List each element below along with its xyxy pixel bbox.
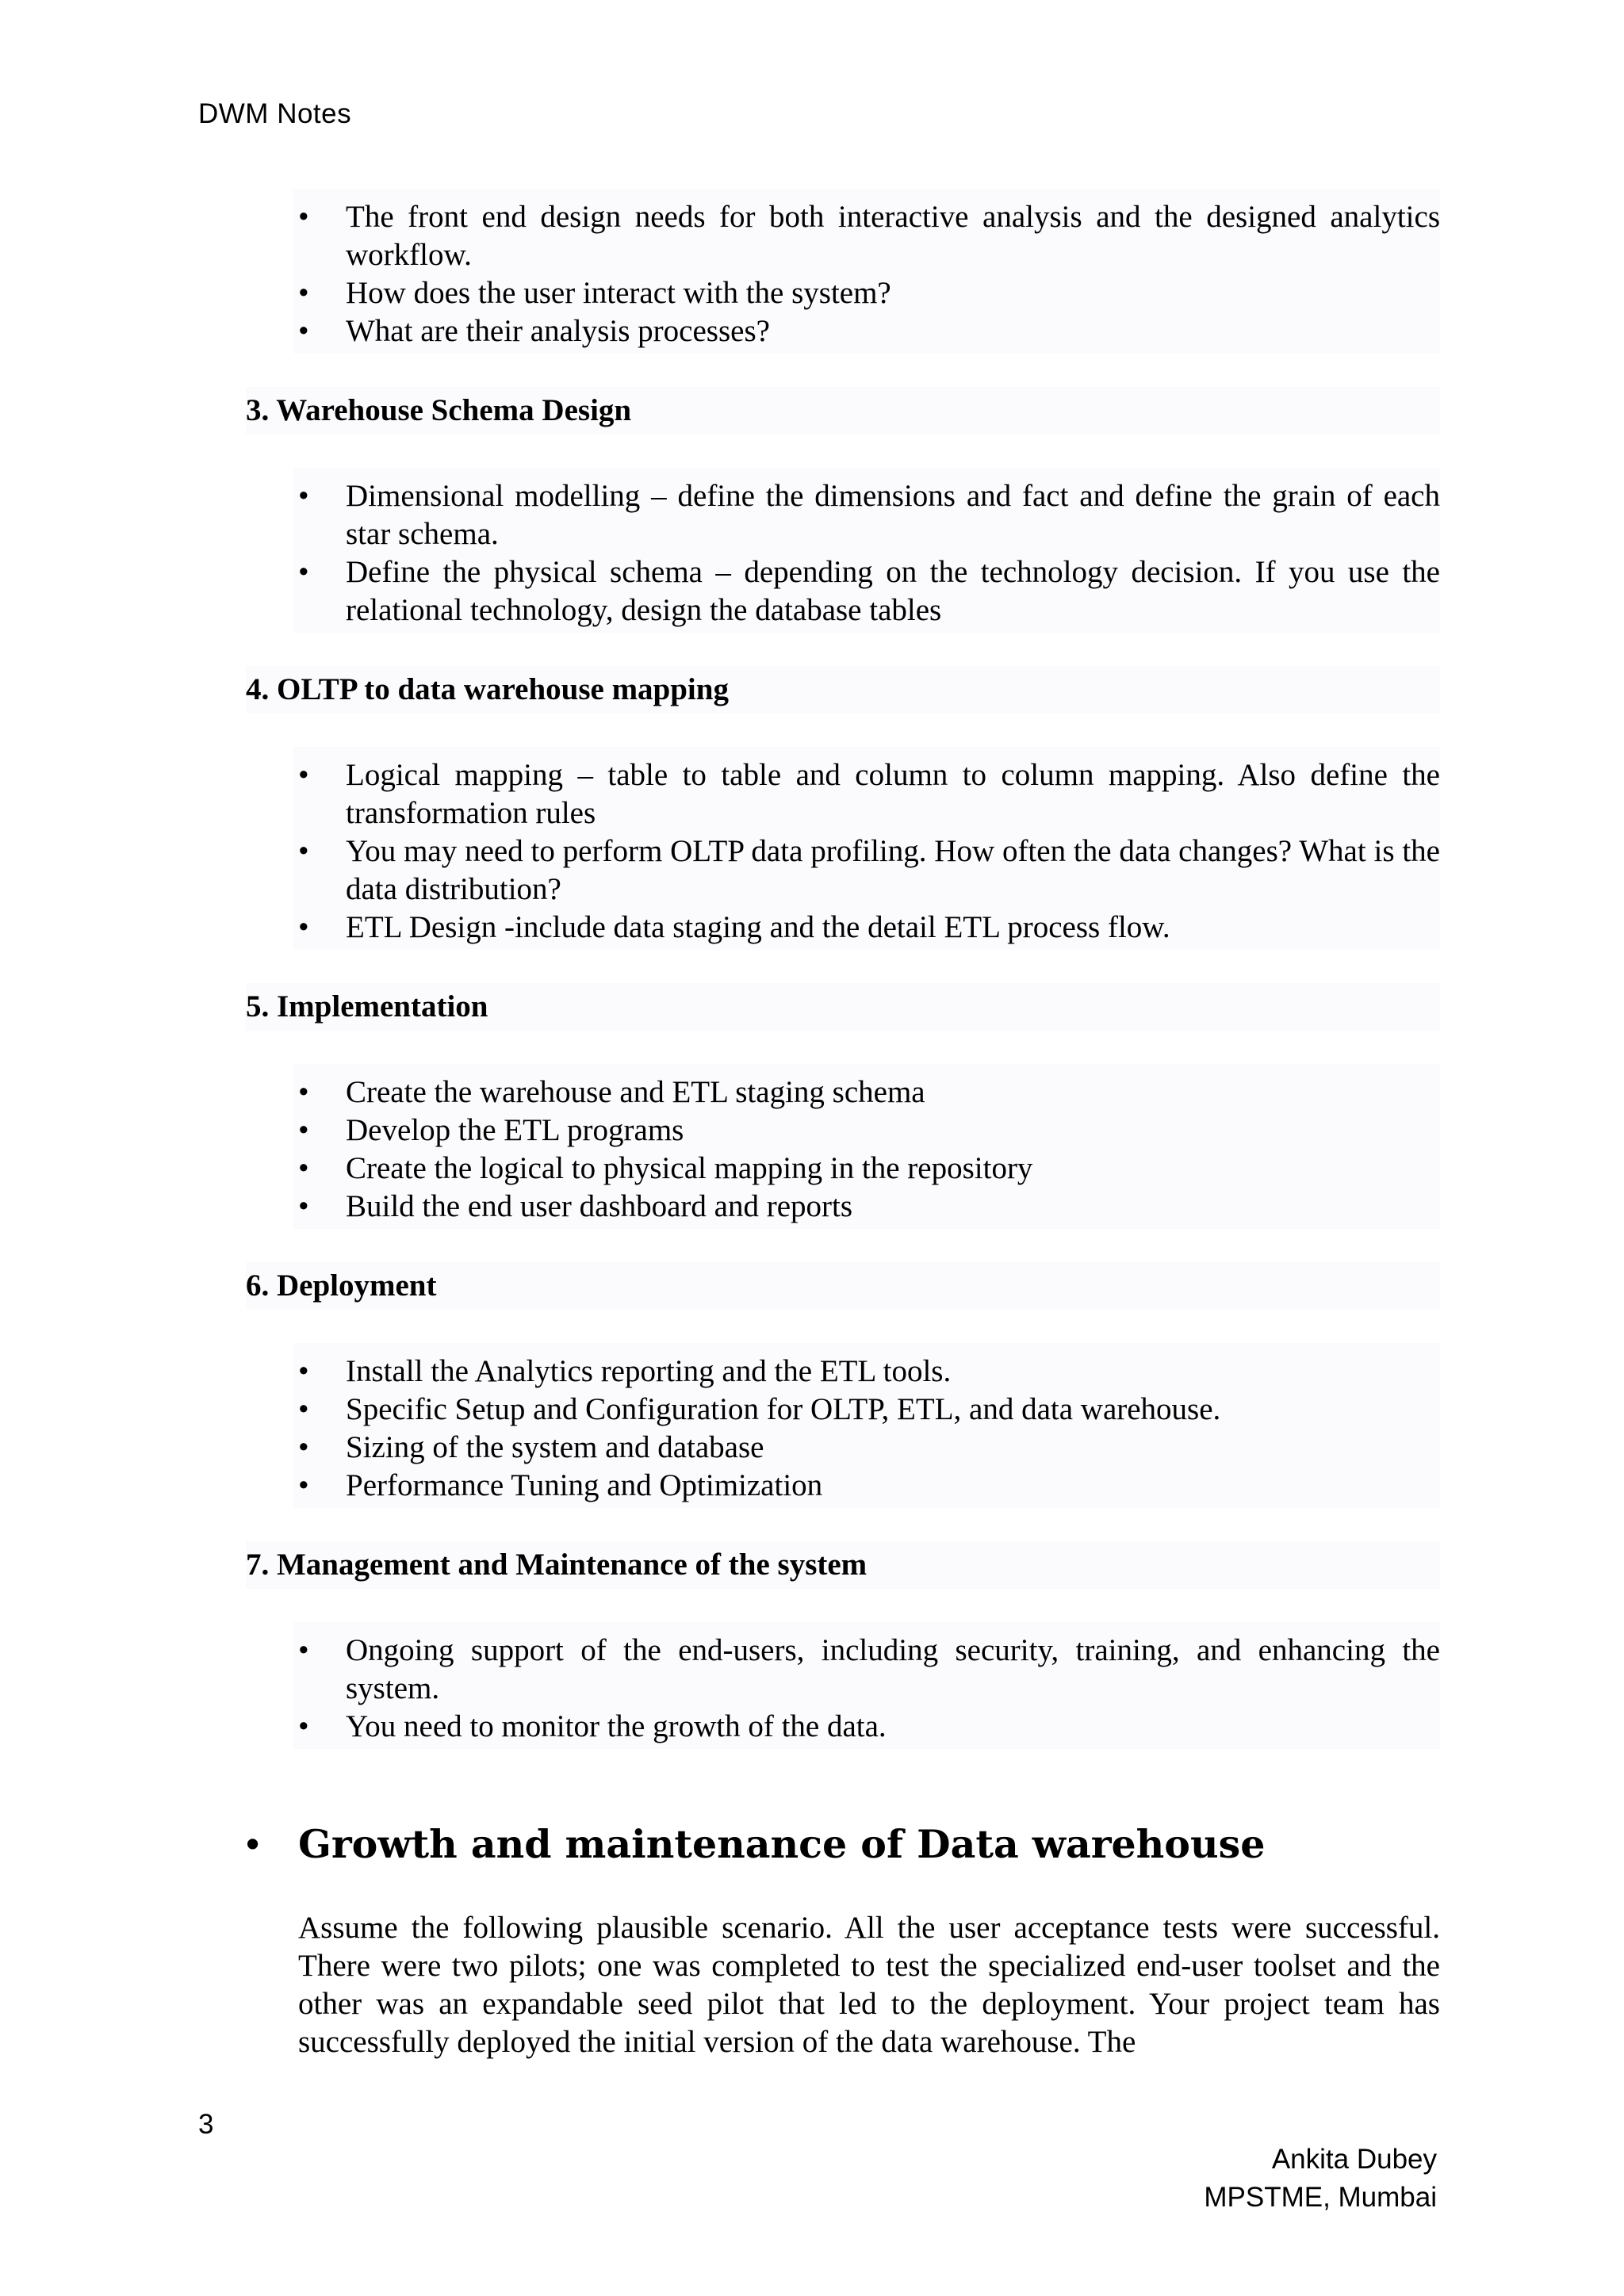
list-item: • Dimensional modelling – define the dimensions and fact and define the grain of each star schema. [293,477,1440,553]
schema-design-bullet-block [293,468,1440,633]
list-item: • Create the logical to physical mapping in the repository [293,1150,1440,1188]
implementation-bullet-list [293,1073,1440,1226]
growth-heading [246,1821,1440,1867]
list-item: • Install the Analytics reporting and the ETL tools. [293,1353,1440,1391]
list-item: • Create the warehouse and ETL staging schema [293,1073,1440,1112]
footer-institution: MPSTME, Mumbai [1204,2182,1437,2213]
oltp-mapping-bullet-list [293,756,1440,947]
list-item: • Performance Tuning and Optimization [293,1467,1440,1505]
growth-paragraph: Assume the following plausible scenario. All the user acceptance tests were successful. There were two pilots; one was completed to test the specialized end-user toolset and the other was an expandable seed pilot that led to the deployment. Your project team has successfully deployed the initial version of the data warehouse. The [298,1911,1440,2059]
document-body [246,189,1440,2061]
page-footer [1204,2141,1437,2217]
section-title-deployment: 6. Deployment [246,1262,1440,1310]
intro-bullet-list [293,198,1440,350]
page-header: DWM Notes [198,98,352,129]
deployment-bullet-list [293,1353,1440,1505]
section-title-maintenance: 7. Management and Maintenance of the system [246,1541,1440,1589]
list-item: • The front end design needs for both interactive analysis and the designed analytics workflow. [293,198,1440,274]
maintenance-bullet-block [293,1622,1440,1749]
list-item: • You may need to perform OLTP data profiling. How often the data changes? What is the data distribution? [293,832,1440,909]
section-title-schema-design: 3. Warehouse Schema Design [246,387,1440,434]
list-item: • ETL Design -include data staging and the detail ETL process flow. [293,909,1440,947]
growth-heading-text: Growth and maintenance of Data warehouse [298,1821,1266,1867]
list-item: • You need to monitor the growth of the data. [293,1708,1440,1746]
implementation-bullet-block [293,1064,1440,1229]
list-item: • Define the physical schema – depending on the technology decision. If you use the relational technology, design the database tables [293,553,1440,629]
bullet-icon: • [246,1822,260,1866]
intro-bullet-block [293,189,1440,354]
list-item: • Develop the ETL programs [293,1112,1440,1150]
section-title-oltp-mapping: 4. OLTP to data warehouse mapping [246,666,1440,714]
page-number: 3 [198,2109,214,2140]
oltp-mapping-bullet-block [293,747,1440,950]
maintenance-bullet-list [293,1632,1440,1746]
list-item: • Sizing of the system and database [293,1429,1440,1467]
list-item: • Specific Setup and Configuration for OLTP, ETL, and data warehouse. [293,1391,1440,1429]
deployment-bullet-block [293,1343,1440,1508]
list-item: • Build the end user dashboard and reports [293,1188,1440,1226]
list-item: • What are their analysis processes? [293,312,1440,350]
section-title-implementation: 5. Implementation [246,983,1440,1031]
footer-author: Ankita Dubey [1271,2144,1437,2175]
list-item: • How does the user interact with the system? [293,274,1440,312]
list-item: • Ongoing support of the end-users, including security, training, and enhancing the system. [293,1632,1440,1708]
schema-design-bullet-list [293,477,1440,629]
list-item: • Logical mapping – table to table and column to column mapping. Also define the transformation rules [293,756,1440,832]
